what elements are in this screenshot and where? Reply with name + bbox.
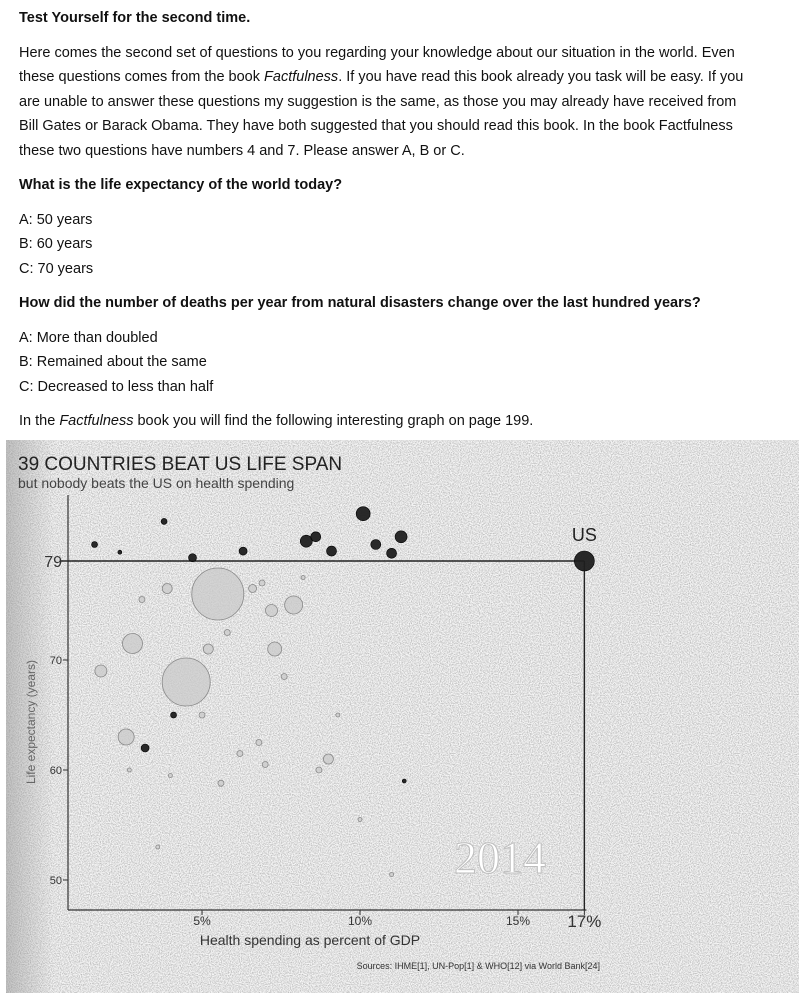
intro-line-2 bbox=[19, 65, 795, 90]
scanned-chart bbox=[6, 440, 799, 993]
outro-text: book you will find the following interesting graph on page 199. bbox=[133, 413, 534, 429]
data-point bbox=[162, 658, 210, 706]
data-point bbox=[156, 845, 160, 849]
outro-line bbox=[19, 409, 795, 434]
data-point bbox=[118, 729, 134, 745]
data-point bbox=[390, 873, 394, 877]
data-point bbox=[139, 597, 145, 603]
data-point bbox=[237, 751, 243, 757]
data-point bbox=[387, 548, 397, 558]
data-point bbox=[323, 754, 333, 764]
data-point bbox=[171, 712, 177, 718]
question-2: How did the number of deaths per year from natural disasters change over the last hundred years? bbox=[19, 295, 701, 311]
data-point bbox=[218, 780, 224, 786]
data-point bbox=[281, 674, 287, 680]
answer-option: B: 60 years bbox=[19, 236, 93, 252]
data-point bbox=[122, 634, 142, 654]
y-tick-label: 79 bbox=[44, 554, 62, 571]
data-point bbox=[358, 818, 362, 822]
data-point bbox=[316, 767, 322, 773]
y-tick-label: 70 bbox=[49, 655, 62, 667]
scatter-chart bbox=[6, 440, 799, 993]
data-point bbox=[203, 644, 213, 654]
question-1: What is the life expectancy of the world today? bbox=[19, 177, 343, 193]
document-body bbox=[19, 6, 795, 434]
year-watermark: 2014 bbox=[454, 832, 546, 883]
page-heading: Test Yourself for the second time. bbox=[19, 10, 251, 26]
us-point-label: US bbox=[571, 525, 597, 545]
intro-text: these questions comes from the book bbox=[19, 69, 265, 85]
data-point-us bbox=[574, 551, 594, 571]
chart-subtitle: but nobody beats the US on health spending bbox=[18, 475, 295, 491]
data-point bbox=[259, 580, 265, 586]
x-tick-label: 17% bbox=[567, 912, 602, 931]
data-point bbox=[256, 740, 262, 746]
data-point bbox=[162, 584, 172, 594]
data-point bbox=[266, 605, 278, 617]
data-point bbox=[224, 630, 230, 636]
data-point bbox=[92, 542, 98, 548]
data-point bbox=[168, 774, 172, 778]
data-point bbox=[118, 550, 122, 554]
y-tick-label: 60 bbox=[49, 765, 62, 777]
data-point bbox=[356, 507, 370, 521]
intro-line-5: these two questions have numbers 4 and 7. Please answer A, B or C. bbox=[19, 142, 465, 159]
data-point bbox=[336, 713, 340, 717]
book-title: Factfulness bbox=[59, 413, 134, 429]
x-tick-label: 5% bbox=[193, 914, 211, 928]
data-point bbox=[189, 554, 197, 562]
intro-line-4: Bill Gates or Barack Obama. They have both suggested that you should read this book. In the book Factfulness bbox=[19, 118, 733, 134]
intro-text: . If you have read this book already you task will be easy. If you bbox=[338, 69, 744, 85]
x-tick-label: 15% bbox=[505, 914, 531, 928]
data-point bbox=[402, 779, 406, 783]
data-point bbox=[327, 546, 337, 556]
data-point bbox=[301, 576, 305, 580]
intro-line-3: are unable to answer these questions my suggestion is the same, as those you may already have received from bbox=[19, 93, 737, 110]
data-point bbox=[95, 665, 107, 677]
data-point bbox=[192, 568, 244, 620]
outro-text: In the bbox=[19, 413, 60, 429]
data-point bbox=[127, 768, 131, 772]
chart-source: Sources: IHME[1], UN-Pop[1] & WHO[12] via World Bank[24] bbox=[356, 961, 600, 971]
answer-option: C: Decreased to less than half bbox=[19, 378, 214, 395]
data-point bbox=[285, 596, 303, 614]
book-title: Factfulness bbox=[264, 69, 339, 85]
data-point bbox=[161, 518, 167, 524]
answer-option: A: 50 years bbox=[19, 211, 93, 228]
data-point bbox=[395, 531, 407, 543]
intro-line-1: Here comes the second set of questions to you regarding your knowledge about our situation in the world. Even bbox=[19, 44, 735, 61]
data-point bbox=[371, 540, 381, 550]
chart-title: 39 COUNTRIES BEAT US LIFE SPAN bbox=[18, 454, 343, 475]
data-point bbox=[199, 712, 205, 718]
answer-option: A: More than doubled bbox=[19, 329, 158, 346]
answer-option: C: 70 years bbox=[19, 260, 94, 277]
answer-option: B: Remained about the same bbox=[19, 354, 207, 370]
data-point bbox=[311, 532, 321, 542]
x-tick-label: 10% bbox=[347, 914, 373, 928]
data-point bbox=[249, 585, 257, 593]
x-axis-label: Health spending as percent of GDP bbox=[199, 932, 421, 948]
y-axis-label: Life expectancy (years) bbox=[24, 659, 38, 785]
data-point bbox=[239, 547, 247, 555]
data-point bbox=[268, 642, 282, 656]
data-point bbox=[262, 762, 268, 768]
y-tick-label: 50 bbox=[49, 875, 62, 887]
data-point bbox=[141, 744, 149, 752]
